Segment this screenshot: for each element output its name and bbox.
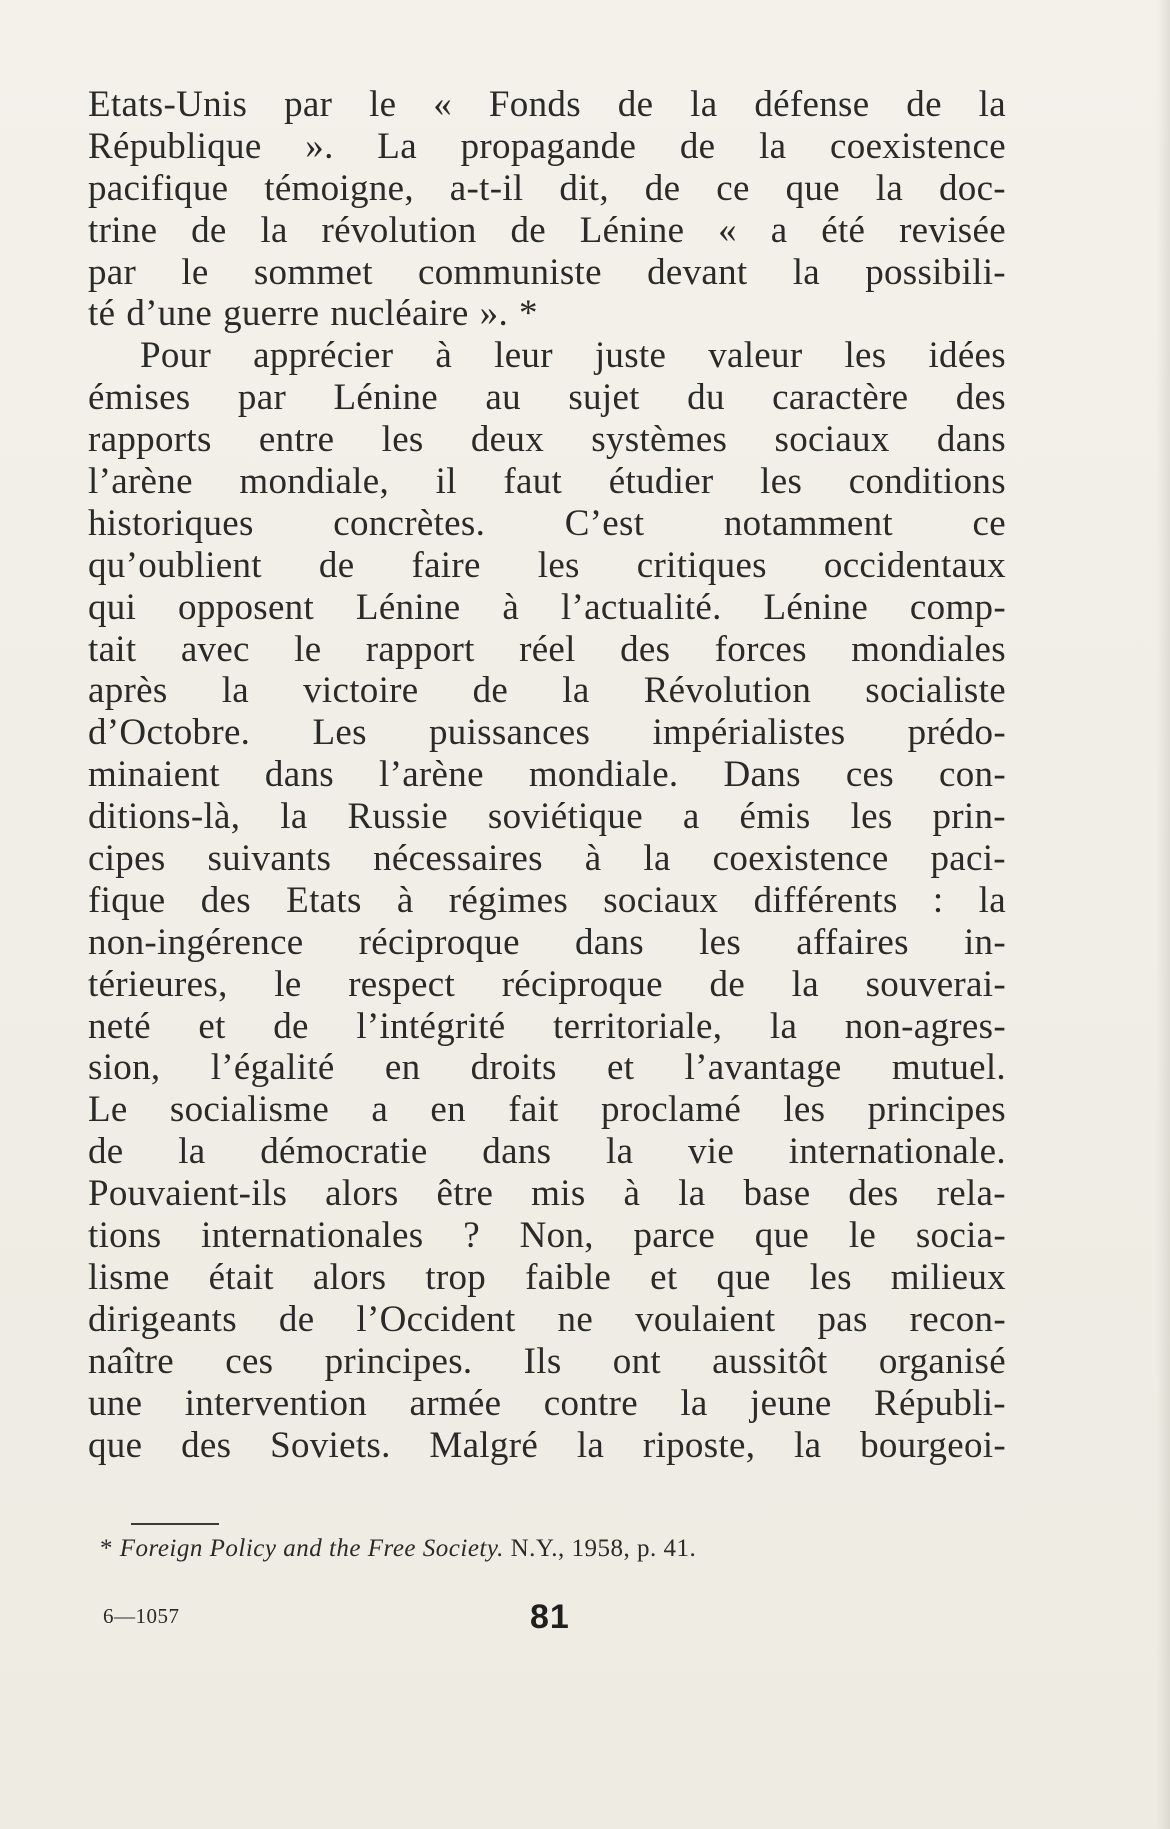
text-word: Fonds: [488, 84, 581, 125]
text-word: les: [537, 544, 580, 586]
text-word: à: [584, 838, 602, 880]
text-word: mondiales: [851, 628, 1006, 670]
text-word: lisme: [88, 1256, 170, 1298]
text-word: Pouvaient-ils: [88, 1173, 288, 1215]
text-word: être: [436, 1173, 494, 1215]
text-word: de: [709, 963, 746, 1005]
text-word: l’intégrité: [356, 1005, 506, 1047]
text-word: des: [200, 879, 251, 921]
text-word: de: [318, 544, 355, 586]
text-word: non-agres-: [844, 1005, 1006, 1047]
text-line: [88, 1047, 1006, 1089]
text-word: alors: [325, 1173, 399, 1215]
footnote: [100, 1531, 1010, 1567]
text-word: bourgeoi-: [860, 1424, 1006, 1466]
text-word: Les: [312, 712, 367, 754]
text-word: caractère: [772, 377, 909, 419]
text-word: émis: [739, 796, 811, 838]
text-word: la: [643, 838, 671, 880]
text-word: sion,: [88, 1047, 161, 1089]
text-word: révolution: [321, 209, 477, 251]
text-word: régimes: [448, 879, 569, 921]
text-word: avec: [180, 628, 250, 670]
text-word: Etats-Unis: [88, 84, 248, 125]
text-word: après: [88, 670, 168, 712]
text-line: [88, 1257, 1006, 1299]
text-line: [88, 126, 1006, 168]
text-word: la: [759, 125, 787, 167]
text-word: qu’oublient: [88, 544, 262, 586]
text-word: Lénine: [579, 209, 685, 251]
text-word: leur: [494, 335, 553, 377]
text-word: apprécier: [253, 335, 394, 377]
text-word: revisée: [899, 209, 1006, 251]
text-word: de: [906, 84, 942, 125]
footnote-rule: [131, 1523, 219, 1525]
text-line: [88, 377, 1006, 419]
text-word: était: [208, 1256, 274, 1298]
text-word: faible: [525, 1256, 612, 1298]
text-word: il: [435, 461, 457, 503]
text-word: notamment: [723, 502, 894, 544]
text-word: trop: [425, 1256, 487, 1298]
text-word: a-t-il: [449, 167, 524, 209]
text-line: [88, 754, 1006, 796]
text-word: systèmes: [591, 419, 728, 461]
text-word: ces: [225, 1340, 274, 1382]
text-word: l’arène: [379, 754, 484, 796]
text-word: la: [280, 796, 308, 838]
text-word: idées: [928, 335, 1006, 377]
text-word: sociaux: [603, 879, 719, 921]
text-line: [88, 964, 1006, 1006]
text-word: conditions: [848, 461, 1006, 503]
text-word: par: [88, 251, 137, 293]
text-line: [88, 503, 1006, 545]
text-word: mutuel.: [891, 1047, 1006, 1089]
text-line: [88, 1215, 1006, 1257]
text-word: guerre: [223, 293, 320, 335]
text-word: C’est: [564, 502, 645, 544]
text-word: coexistence: [712, 838, 889, 880]
text-word: par: [237, 377, 287, 419]
text-word: La: [377, 125, 417, 167]
text-word: paci-: [930, 838, 1006, 880]
text-word: «: [433, 84, 453, 125]
text-word: entre: [258, 419, 335, 461]
text-word: principes: [867, 1089, 1006, 1131]
text-word: Lénine: [333, 377, 439, 419]
scan-shadow: [1156, 0, 1170, 1829]
text-word: au: [485, 377, 521, 419]
text-word: et: [650, 1256, 678, 1298]
text-word: :: [932, 879, 944, 921]
text-line: [88, 168, 1006, 210]
text-word: réel: [519, 628, 576, 670]
text-word: à: [435, 335, 453, 377]
text-word: in-: [963, 921, 1006, 963]
text-word: étudier: [608, 461, 714, 503]
text-word: ne: [557, 1298, 594, 1340]
text-word: le: [181, 251, 209, 293]
text-word: les: [381, 419, 424, 461]
text-word: recon-: [909, 1298, 1006, 1340]
text-word: ».: [305, 125, 334, 167]
text-line: [88, 1425, 1006, 1467]
text-word: ce: [716, 167, 750, 209]
text-word: des: [955, 377, 1006, 419]
text-word: respect: [348, 963, 456, 1005]
text-word: d’une: [126, 293, 213, 335]
text-word: Malgré: [429, 1424, 539, 1466]
text-word: de: [472, 670, 509, 712]
text-word: la: [769, 1005, 798, 1047]
text-word: devant: [647, 251, 748, 293]
text-word: que: [754, 1215, 810, 1257]
text-word: mondiale,: [239, 461, 390, 503]
text-line: [88, 1006, 1006, 1048]
text-word: la: [875, 167, 904, 209]
text-word: à: [623, 1173, 641, 1215]
text-word: riposte,: [642, 1424, 756, 1466]
text-word: les: [699, 921, 742, 963]
text-word: l’Occident: [356, 1298, 516, 1340]
text-word: pas: [817, 1298, 868, 1340]
text-word: rapport: [365, 628, 475, 670]
text-word: Pour: [140, 335, 212, 377]
text-word: la: [978, 84, 1006, 125]
text-word: con-: [939, 754, 1006, 796]
text-line: [88, 545, 1006, 587]
text-word: armée: [409, 1382, 502, 1424]
text-word: forces: [714, 628, 807, 670]
text-word: la: [794, 1424, 822, 1466]
text-word: dans: [482, 1131, 552, 1173]
text-word: nucléaire: [330, 293, 469, 335]
text-word: le: [369, 84, 397, 125]
text-word: socia-: [915, 1215, 1006, 1257]
text-word: Lénine: [355, 586, 461, 628]
text-word: communiste: [418, 251, 602, 293]
text-word: concrètes.: [333, 502, 486, 544]
text-word: *: [519, 293, 538, 335]
text-word: historiques: [88, 502, 254, 544]
text-word: ont: [612, 1340, 661, 1382]
text-word: jeune: [750, 1382, 832, 1424]
text-word: critiques: [636, 544, 767, 586]
text-word: nécessaires: [373, 838, 543, 880]
footnote-marker: *: [100, 1535, 113, 1562]
text-word: été: [821, 209, 866, 251]
text-word: cipes: [88, 838, 166, 880]
text-word: internationales: [201, 1215, 424, 1257]
text-word: le: [274, 963, 302, 1005]
text-word: l’égalité: [210, 1047, 335, 1089]
text-word: la: [978, 879, 1006, 921]
text-word: Dans: [723, 754, 801, 796]
text-word: propagande: [460, 125, 637, 167]
text-word: du: [687, 377, 725, 419]
text-word: faire: [411, 544, 481, 586]
text-word: Républi-: [874, 1382, 1006, 1424]
text-word: différents: [753, 879, 898, 921]
text-line: [88, 1131, 1006, 1173]
text-word: dit,: [559, 167, 609, 209]
text-word: en: [384, 1047, 421, 1089]
text-word: juste: [594, 335, 667, 377]
text-word: «: [718, 209, 737, 251]
text-word: socialisme: [169, 1089, 330, 1131]
text-word: les: [760, 461, 803, 503]
text-word: affaires: [796, 921, 909, 963]
text-word: l’avantage: [684, 1047, 842, 1089]
text-word: et: [198, 1005, 226, 1047]
text-word: parce: [633, 1215, 716, 1257]
text-word: fait: [508, 1089, 559, 1131]
text-word: prin-: [932, 796, 1006, 838]
text-word: proclamé: [601, 1089, 742, 1131]
text-word: sujet: [568, 377, 640, 419]
text-word: de: [679, 125, 716, 167]
text-word: des: [620, 628, 671, 670]
text-line: [88, 1341, 1006, 1383]
text-word: tait: [88, 628, 137, 670]
text-line: [88, 1089, 1006, 1131]
text-word: réciproque: [358, 921, 520, 963]
text-word: intervention: [184, 1382, 368, 1424]
text-word: milieux: [890, 1256, 1006, 1298]
text-word: démocratie: [260, 1131, 428, 1173]
text-line: [88, 796, 1006, 838]
text-line: [88, 880, 1006, 922]
text-word: défense: [754, 84, 870, 125]
text-word: comp-: [909, 586, 1006, 628]
text-word: ditions-là,: [88, 796, 241, 838]
text-word: trine: [88, 209, 158, 251]
text-word: par: [284, 84, 333, 125]
text-word: en: [430, 1089, 466, 1131]
text-word: doc-: [938, 167, 1006, 209]
text-word: droits: [470, 1047, 557, 1089]
text-word: mis: [531, 1173, 586, 1215]
text-line: [88, 670, 1006, 712]
signature-mark: 6—1057: [103, 1604, 180, 1628]
text-word: ce: [972, 502, 1006, 544]
text-word: minaient: [88, 754, 220, 796]
text-word: dans: [264, 754, 334, 796]
text-word: prédo-: [907, 712, 1006, 754]
text-word: Révolution: [643, 670, 812, 712]
text-word: deux: [470, 419, 544, 461]
text-word: l’actualité.: [560, 586, 722, 628]
text-word: la: [791, 963, 819, 1005]
text-word: la: [792, 251, 820, 293]
text-word: principes.: [324, 1340, 473, 1382]
text-word: la: [178, 1131, 206, 1173]
text-word: possibili-: [865, 251, 1006, 293]
text-word: la: [690, 84, 718, 125]
text-word: des: [181, 1424, 232, 1466]
text-word: puissances: [428, 712, 591, 754]
text-word: réciproque: [501, 963, 663, 1005]
text-word: les: [783, 1089, 826, 1131]
text-word: organisé: [878, 1340, 1006, 1382]
text-word: rapports: [88, 419, 212, 461]
text-word: Non,: [519, 1215, 594, 1257]
text-word: mondiale.: [528, 754, 679, 796]
text-word: souverai-: [865, 963, 1006, 1005]
text-word: le: [294, 628, 322, 670]
text-word: Ils: [523, 1340, 562, 1382]
text-word: de: [273, 1005, 309, 1047]
text-line: [88, 252, 1006, 294]
text-word: la: [221, 670, 249, 712]
text-word: dans: [936, 419, 1006, 461]
text-word: la: [260, 209, 288, 251]
text-word: ces: [845, 754, 894, 796]
text-word: alors: [312, 1256, 387, 1298]
text-word: victoire: [303, 670, 419, 712]
page-number: 81: [530, 1598, 570, 1636]
text-word: territoriale,: [553, 1005, 723, 1047]
text-word: que: [716, 1256, 771, 1298]
text-word: de: [191, 209, 227, 251]
text-word: soviétique: [487, 796, 643, 838]
text-word: une: [88, 1382, 143, 1424]
text-word: témoigne,: [264, 167, 414, 209]
text-word: vie: [687, 1131, 735, 1173]
text-word: a: [770, 209, 788, 251]
text-word: a: [371, 1089, 389, 1131]
text-word: des: [848, 1173, 899, 1215]
text-word: voulaient: [635, 1298, 776, 1340]
text-word: la: [680, 1382, 708, 1424]
text-line: [88, 293, 1006, 335]
body-text: [88, 84, 1006, 1466]
text-word: la: [576, 1424, 605, 1466]
text-line: [88, 1383, 1006, 1425]
text-word: les: [809, 1256, 852, 1298]
text-line: [88, 210, 1006, 252]
text-word: de: [617, 84, 654, 125]
text-line: [88, 335, 1006, 377]
text-word: tions: [88, 1215, 162, 1257]
text-word: que: [88, 1424, 143, 1466]
text-word: rela-: [936, 1173, 1006, 1215]
text-word: té: [88, 293, 116, 335]
text-word: sociaux: [774, 419, 890, 461]
text-word: Etats: [286, 879, 362, 921]
text-word: opposent: [178, 586, 315, 628]
text-word: base: [743, 1173, 811, 1215]
text-word: valeur: [708, 335, 803, 377]
text-line: [88, 1173, 1006, 1215]
text-word: de: [278, 1298, 315, 1340]
text-word: les: [844, 335, 887, 377]
text-word: naître: [88, 1340, 175, 1382]
text-word: dans: [574, 921, 644, 963]
text-line: [88, 419, 1006, 461]
text-word: que: [785, 167, 840, 209]
text-word: occidentaux: [823, 544, 1006, 586]
text-word: République: [88, 125, 262, 167]
text-line: [88, 838, 1006, 880]
text-word: de: [644, 167, 681, 209]
text-word: sommet: [253, 251, 373, 293]
text-word: de: [88, 1131, 124, 1173]
text-word: faut: [503, 461, 563, 503]
text-word: qui: [88, 586, 137, 628]
text-word: contre: [543, 1382, 638, 1424]
text-word: émises: [88, 377, 191, 419]
text-line: [88, 1299, 1006, 1341]
text-word: impérialistes: [652, 712, 846, 754]
text-line: [88, 712, 1006, 754]
text-word: suivants: [207, 838, 332, 880]
footnote-citation: N.Y., 1958, p. 41.: [510, 1535, 697, 1562]
text-word: le: [848, 1215, 877, 1257]
footnote-title: Foreign Policy and the Free Society.: [119, 1535, 504, 1562]
text-word: à: [502, 586, 520, 628]
text-word: Soviets.: [270, 1424, 391, 1466]
text-word: socialiste: [865, 670, 1006, 712]
text-word: non-ingérence: [88, 921, 304, 963]
text-word: la: [562, 670, 590, 712]
text-word: et: [606, 1047, 635, 1089]
text-line: [88, 84, 1006, 126]
text-word: Le: [88, 1089, 128, 1131]
text-word: la: [678, 1173, 706, 1215]
text-word: Russie: [347, 796, 448, 838]
text-word: térieures,: [88, 963, 228, 1005]
text-word: neté: [88, 1005, 151, 1047]
text-line: [88, 461, 1006, 503]
text-line: [88, 587, 1006, 629]
text-line: [88, 629, 1006, 671]
text-word: la: [605, 1131, 634, 1173]
text-word: d’Octobre.: [88, 712, 251, 754]
text-word: dirigeants: [88, 1298, 237, 1340]
text-word: à: [396, 879, 414, 921]
text-word: ?: [463, 1215, 480, 1257]
text-word: a: [682, 796, 700, 838]
text-word: fique: [88, 879, 166, 921]
text-word: pacifique: [88, 167, 229, 209]
text-line: [88, 922, 1006, 964]
text-word: aussitôt: [712, 1340, 828, 1382]
text-word: ».: [479, 293, 508, 335]
text-word: internationale.: [788, 1131, 1006, 1173]
text-word: coexistence: [830, 125, 1006, 167]
text-word: les: [850, 796, 893, 838]
text-word: Lénine: [763, 586, 869, 628]
text-word: de: [510, 209, 546, 251]
text-word: l’arène: [88, 461, 193, 503]
